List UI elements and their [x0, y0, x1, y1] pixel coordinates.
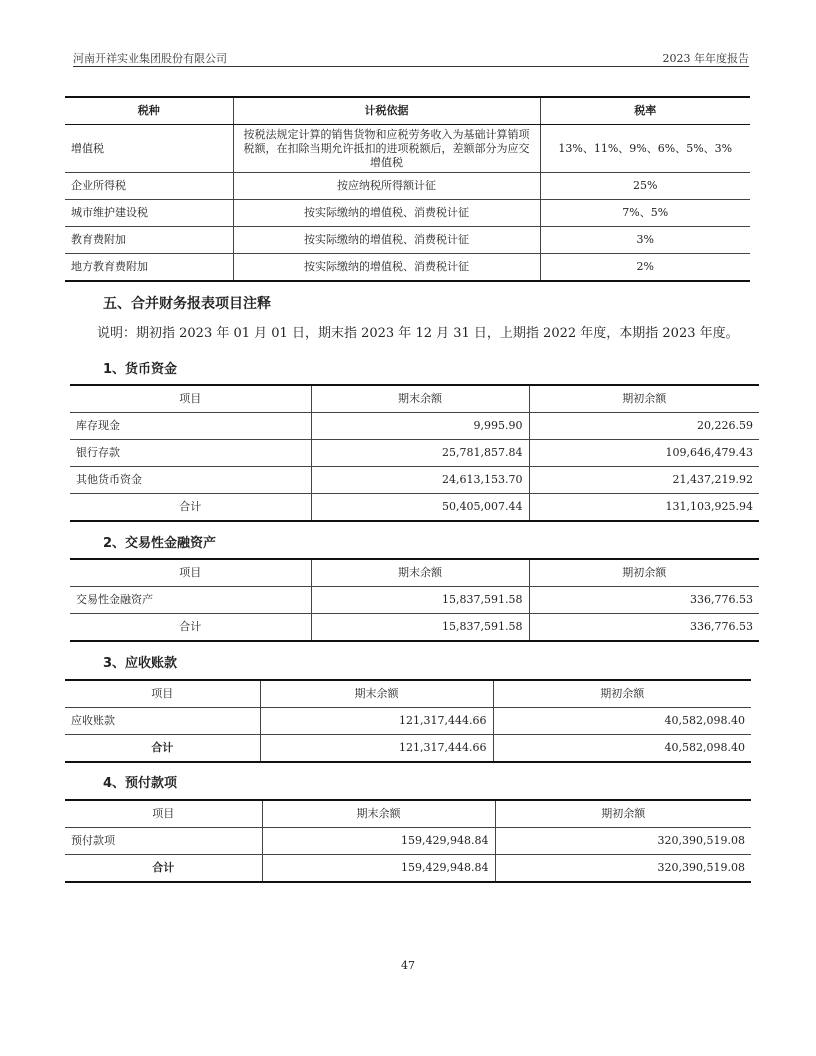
tax-name: 教育费附加 — [65, 227, 233, 254]
column-header: 项目 — [179, 392, 202, 405]
tax-rate: 3% — [540, 227, 750, 254]
opening-balance: 336,776.53 — [529, 587, 759, 614]
tax-table — [65, 96, 750, 282]
table-header-row — [70, 385, 759, 413]
report-title: 2023 年年度报告 — [662, 52, 749, 65]
total-row — [70, 614, 759, 642]
tax-rate: 13%、11%、9%、6%、5%、3% — [540, 125, 750, 173]
table-header-row — [70, 559, 759, 587]
column-header: 期末余额 — [311, 385, 529, 413]
tax-basis: 按税法规定计算的销售货物和应税劳务收入为基础计算销项税额，在扣除当期允许抵扣的进项税额后，差额部分为应交增值税 — [233, 125, 540, 173]
table-header-row — [65, 680, 751, 708]
total-row — [65, 735, 751, 763]
total-label: 合计 — [70, 614, 311, 642]
prepayments-table — [65, 799, 751, 883]
ending-balance: 50,405,007.44 — [311, 494, 529, 522]
column-header: 期初余额 — [529, 559, 759, 587]
item-name: 预付款项 — [65, 828, 262, 855]
tax-basis: 按实际缴纳的增值税、消费税计征 — [233, 200, 540, 227]
opening-balance: 109,646,479.43 — [529, 440, 759, 467]
item-name: 银行存款 — [70, 440, 311, 467]
ending-balance: 121,317,444.66 — [260, 708, 493, 735]
receivables-table — [65, 679, 751, 763]
table-row — [70, 413, 759, 440]
item-name: 应收账款 — [65, 708, 260, 735]
ending-balance: 9,995.90 — [311, 413, 529, 440]
opening-balance: 320,390,519.08 — [495, 828, 751, 855]
page-number: 47 — [401, 959, 415, 972]
section-title: 五、合并财务报表项目注释 — [103, 296, 271, 312]
table-row — [70, 440, 759, 467]
opening-balance: 320,390,519.08 — [495, 855, 751, 883]
trading-table — [70, 558, 759, 642]
column-header: 计税依据 — [233, 97, 540, 125]
total-label: 合计 — [65, 855, 262, 883]
tax-basis: 按实际缴纳的增值税、消费税计征 — [233, 227, 540, 254]
tax-basis: 按实际缴纳的增值税、消费税计征 — [233, 254, 540, 282]
column-header: 项目 — [179, 566, 202, 579]
ending-balance: 159,429,948.84 — [262, 828, 495, 855]
tax-basis: 按应纳税所得额计征 — [233, 173, 540, 200]
column-header: 项目 — [152, 807, 175, 820]
column-header: 税率 — [540, 97, 750, 125]
table-row — [65, 125, 750, 173]
item-name: 交易性金融资产 — [70, 587, 311, 614]
column-header: 期初余额 — [493, 680, 751, 708]
opening-balance: 40,582,098.40 — [493, 708, 751, 735]
total-label: 合计 — [70, 494, 311, 522]
opening-balance: 21,437,219.92 — [529, 467, 759, 494]
total-row — [70, 494, 759, 522]
tax-name: 增值税 — [65, 125, 233, 173]
column-header: 项目 — [151, 687, 174, 700]
column-header: 期初余额 — [495, 800, 751, 828]
tax-rate: 2% — [540, 254, 750, 282]
cash-table — [70, 384, 759, 522]
total-label: 合计 — [65, 735, 260, 763]
company-name: 河南开祥实业集团股份有限公司 — [73, 52, 227, 65]
table-header-row — [65, 97, 750, 125]
tax-name: 企业所得税 — [65, 173, 233, 200]
column-header: 税种 — [65, 97, 233, 125]
ending-balance: 159,429,948.84 — [262, 855, 495, 883]
column-header: 期初余额 — [529, 385, 759, 413]
table-row — [65, 200, 750, 227]
column-header: 期末余额 — [260, 680, 493, 708]
ending-balance: 24,613,153.70 — [311, 467, 529, 494]
period-note: 说明：期初指 2023 年 01 月 01 日，期末指 2023 年 12 月 31 日，上期指 2022 年度，本期指 2023 年度。 — [97, 326, 739, 341]
tax-rate: 7%、5% — [540, 200, 750, 227]
receivables-title: 3、应收账款 — [103, 656, 178, 671]
item-name: 其他货币资金 — [70, 467, 311, 494]
column-header: 期末余额 — [262, 800, 495, 828]
prepayments-title: 4、预付款项 — [103, 776, 178, 791]
ending-balance: 15,837,591.58 — [311, 587, 529, 614]
table-row — [70, 587, 759, 614]
ending-balance: 121,317,444.66 — [260, 735, 493, 763]
tax-rate: 25% — [540, 173, 750, 200]
ending-balance: 15,837,591.58 — [311, 614, 529, 642]
ending-balance: 25,781,857.84 — [311, 440, 529, 467]
item-name: 库存现金 — [70, 413, 311, 440]
opening-balance: 40,582,098.40 — [493, 735, 751, 763]
table-row — [65, 254, 750, 282]
column-header: 期末余额 — [311, 559, 529, 587]
tax-name: 地方教育费附加 — [65, 254, 233, 282]
trading-title: 2、交易性金融资产 — [103, 536, 217, 551]
table-row — [65, 227, 750, 254]
total-row — [65, 855, 751, 883]
table-header-row — [65, 800, 751, 828]
tax-name: 城市维护建设税 — [65, 200, 233, 227]
table-row — [70, 467, 759, 494]
table-row — [65, 708, 751, 735]
page-header — [73, 48, 749, 67]
opening-balance: 131,103,925.94 — [529, 494, 759, 522]
opening-balance: 20,226.59 — [529, 413, 759, 440]
cash-title: 1、货币资金 — [103, 362, 178, 377]
table-row — [65, 173, 750, 200]
opening-balance: 336,776.53 — [529, 614, 759, 642]
table-row — [65, 828, 751, 855]
